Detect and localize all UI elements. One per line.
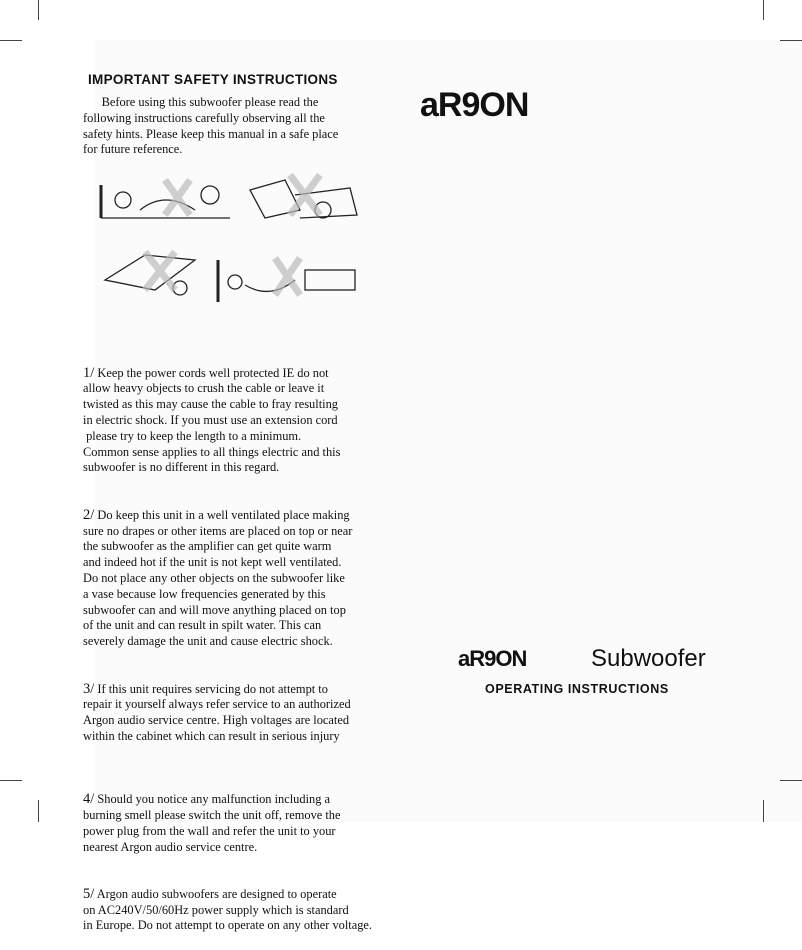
- crop-mark: [0, 40, 22, 41]
- crop-mark: [780, 780, 802, 781]
- safety-item-5: 5/ Argon audio subwoofers are designed to operate on AC240V/50/60Hz power supply which is standard in Europe. Do not attempt to operate on any other voltage.: [83, 885, 373, 933]
- safety-item-4: 4/ Should you notice any malfunction including a burning smell please switch the unit off, remove the power plug from the wall and refer the unit to your nearest Argon audio service centre.: [83, 791, 341, 854]
- safety-item-1: 1/ Keep the power cords well protected IE do not allow heavy objects to crush the cable or leave it twisted as this may cause the cable to fray resulting in electric shock. If you must use an extension cord please try to keep the length to a minimum. Common sense applies to all things electric and this subwoofer is no different in this regard.: [83, 364, 341, 475]
- cover-argon-logo: aR9ON: [458, 646, 527, 671]
- safety-items: [83, 334, 372, 950]
- crop-mark: [763, 800, 764, 822]
- safety-item-3: 3/ If this unit requires servicing do not attempt to repair it yourself always refer service to an authorized Argon audio service centre. High voltages are located within the cabinet which can result in serious injury: [83, 680, 351, 743]
- safety-heading: IMPORTANT SAFETY INSTRUCTIONS: [88, 72, 338, 87]
- product-name: Subwoofer: [591, 645, 706, 672]
- crop-mark: [38, 0, 39, 20]
- crop-mark: [0, 780, 22, 781]
- crop-mark: [38, 800, 39, 822]
- intro-text: Before using this subwoofer please read the following instructions carefully observing all the safety hints. Please keep this manual in a safe place for future reference.: [83, 95, 339, 157]
- crop-mark: [780, 40, 802, 41]
- operating-instructions-title: OPERATING INSTRUCTIONS: [485, 682, 669, 696]
- argon-logo: aR9ON: [420, 86, 529, 124]
- safety-illustrations: [95, 170, 375, 310]
- safety-item-2: 2/ Do keep this unit in a well ventilated place making sure no drapes or other items are placed on top or near the subwoofer as the amplifier can get quite warm and indeed hot if the unit is not kept well ventilated. Do not place any other objects on the subwoofer like a vase because low frequencies generated by this subwoofer can and will move anything placed on top of the unit and can result in spilt water. This can severely damage the unit and cause electric shock.: [83, 506, 353, 649]
- crop-mark: [763, 0, 764, 20]
